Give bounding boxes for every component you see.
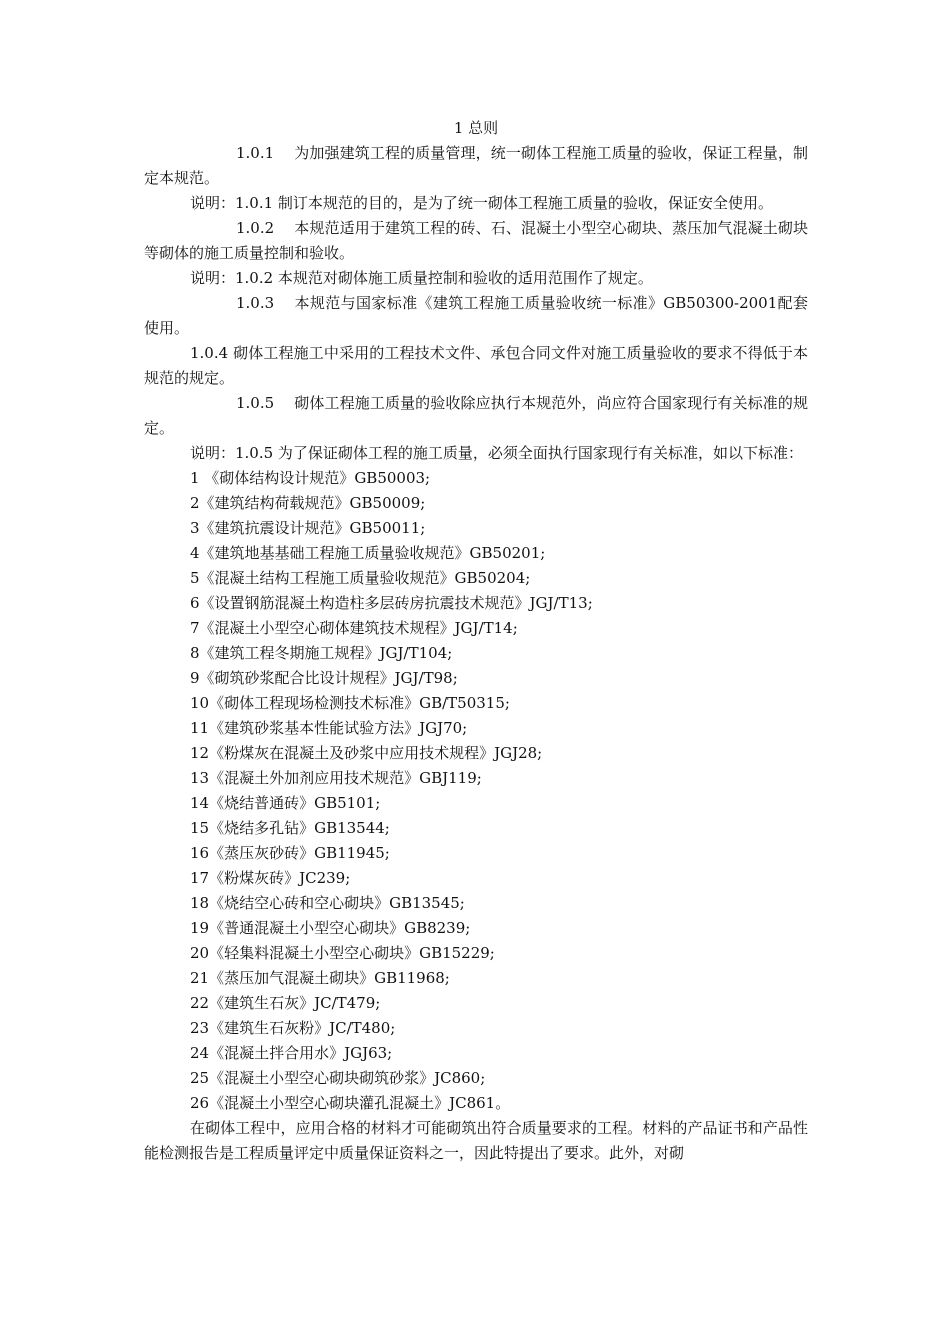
reference-item: 19《普通混凝土小型空心砌块》GB8239; [190,919,471,937]
reference-list [144,466,808,1116]
clause-text: 砌体工程施工质量的验收除应执行本规范外，尚应符合国家现行有关标准的规定。 [144,394,808,437]
clause-text: 本规范适用于建筑工程的砖、石、混凝土小型空心砌块、蒸压加气混凝土砌块等砌体的施工质量控制和验收。 [144,219,808,262]
clause-number: 1.0.1 [236,144,275,162]
note-1-0-2: 说明：1.0.2 本规范对砌体施工质量控制和验收的适用范围作了规定。 [190,269,653,287]
section-title: 1 总则 [453,119,499,137]
clause-1-0-1 [144,141,808,191]
reference-item: 21《蒸压加气混凝土砌块》GB11968; [190,969,450,987]
reference-item: 10《砌体工程现场检测技术标准》GB/T50315; [190,694,510,712]
reference-item: 4《建筑地基基础工程施工质量验收规范》GB50201; [190,544,546,562]
clause-number: 1.0.3 [236,294,275,312]
clause-text: 本规范与国家标准《建筑工程施工质量验收统一标准》GB50300-2001配套使用。 [144,294,808,337]
reference-item: 20《轻集料混凝土小型空心砌块》GB15229; [190,944,495,962]
reference-item: 1 《砌体结构设计规范》GB50003; [190,469,431,487]
reference-item: 12《粉煤灰在混凝土及砂浆中应用技术规程》JGJ28; [190,744,543,762]
clause-number: 1.0.2 [236,219,275,237]
reference-item: 17《粉煤灰砖》JC239; [190,869,351,887]
reference-item: 6《设置钢筋混凝土构造柱多层砖房抗震技术规范》JGJ/T13; [190,594,593,612]
closing-paragraph: 在砌体工程中，应用合格的材料才可能砌筑出符合质量要求的工程。材料的产品证书和产品性能检测报告是工程质量评定中质量保证资料之一，因此特提出了要求。此外，对砌 [144,1119,808,1162]
clause-1-0-4: 1.0.4 砌体工程施工中采用的工程技术文件、承包合同文件对施工质量验收的要求不得低于本规范的规定。 [144,344,808,387]
document-page [144,116,808,1166]
reference-item: 14《烧结普通砖》GB5101; [190,794,381,812]
reference-item: 24《混凝土拌合用水》JGJ63; [190,1044,393,1062]
reference-item: 3《建筑抗震设计规范》GB50011; [190,519,426,537]
reference-item: 22《建筑生石灰》JC/T479; [190,994,381,1012]
reference-item: 18《烧结空心砖和空心砌块》GB13545; [190,894,465,912]
reference-item: 11《建筑砂浆基本性能试验方法》JGJ70; [190,719,468,737]
reference-item: 25《混凝土小型空心砌块砌筑砂浆》JC860; [190,1069,486,1087]
reference-item: 13《混凝土外加剂应用技术规范》GBJ119; [190,769,482,787]
reference-item: 7《混凝土小型空心砌体建筑技术规程》JGJ/T14; [190,619,518,637]
note-1-0-5: 说明：1.0.5 为了保证砌体工程的施工质量，必须全面执行国家现行有关标准，如以下标准： [190,444,803,462]
reference-item: 26《混凝土小型空心砌块灌孔混凝土》JC861。 [190,1094,511,1112]
reference-item: 2《建筑结构荷载规范》GB50009; [190,494,426,512]
reference-item: 23《建筑生石灰粉》JC/T480; [190,1019,396,1037]
clause-number: 1.0.5 [236,394,275,412]
clause-1-0-5 [144,391,808,441]
clause-1-0-3 [144,291,808,341]
reference-item: 9《砌筑砂浆配合比设计规程》JGJ/T98; [190,669,458,687]
reference-item: 8《建筑工程冬期施工规程》JGJ/T104; [190,644,453,662]
reference-item: 15《烧结多孔钻》GB13544; [190,819,390,837]
clause-1-0-2 [144,216,808,266]
clause-text: 为加强建筑工程的质量管理，统一砌体工程施工质量的验收，保证工程量，制定本规范。 [144,144,808,187]
reference-item: 16《蒸压灰砂砖》GB11945; [190,844,390,862]
note-1-0-1: 说明：1.0.1 制订本规范的目的，是为了统一砌体工程施工质量的验收，保证安全使用。 [190,194,773,212]
reference-item: 5《混凝土结构工程施工质量验收规范》GB50204; [190,569,531,587]
